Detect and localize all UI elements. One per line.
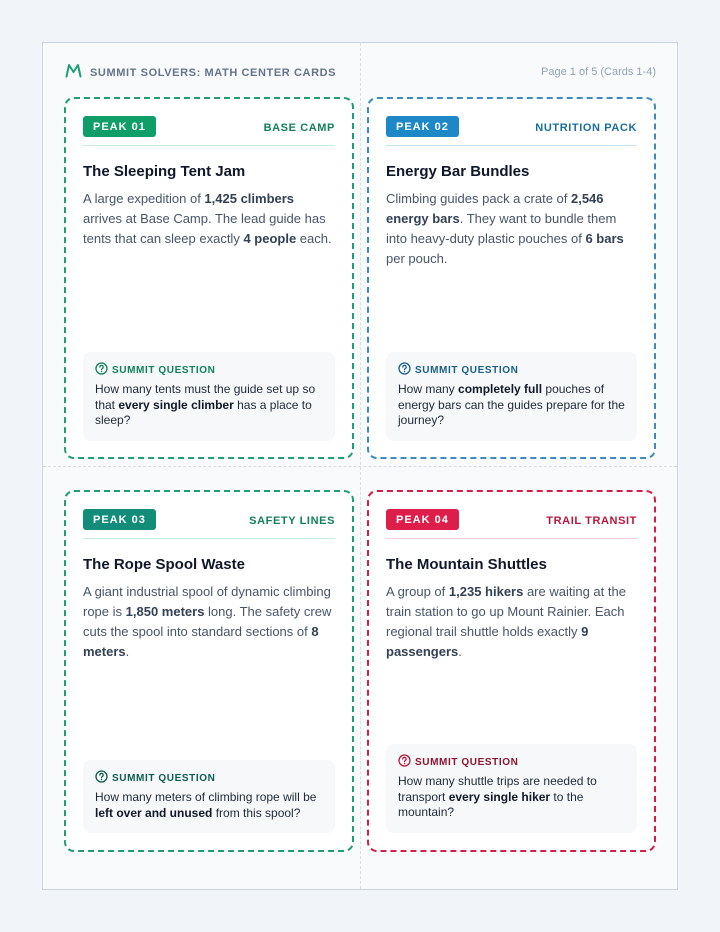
card-category-tag: BASE CAMP: [263, 122, 335, 134]
card-body: A giant industrial spool of dynamic climbing rope is 1,850 meters long. The safety crew cuts the spool into standard sections of 8 meters.: [83, 584, 332, 659]
peak-badge: PEAK 01: [83, 116, 156, 137]
card-divider: [83, 145, 335, 146]
summit-question-box: [386, 352, 637, 441]
question-label: SUMMIT QUESTION: [415, 364, 519, 376]
card-category-tag: TRAIL TRANSIT: [546, 515, 637, 527]
question-label: SUMMIT QUESTION: [415, 756, 519, 768]
card-body: A large expedition of 1,425 climbers arrives at Base Camp. The lead guide has tents that can sleep exactly 4 people each.: [83, 191, 332, 246]
summit-question-box: [83, 760, 335, 833]
question-text: How many tents must the guide set up so that every single climber has a place to sleep?: [95, 382, 316, 427]
peak-badge: PEAK 04: [386, 509, 459, 530]
page-info: Page 1 of 5 (Cards 1-4): [541, 66, 656, 78]
summit-question-box: [83, 352, 335, 441]
card-category-tag: NUTRITION PACK: [535, 122, 637, 134]
cut-line-horizontal: [43, 466, 677, 467]
card-title: The Mountain Shuttles: [386, 556, 547, 573]
page-title: SUMMIT SOLVERS: MATH CENTER CARDS: [90, 67, 337, 79]
question-label: SUMMIT QUESTION: [112, 772, 216, 784]
question-circle-icon: [398, 362, 411, 378]
card-divider: [386, 538, 637, 539]
card-divider: [83, 538, 335, 539]
problem-card-1: [64, 97, 354, 459]
question-circle-icon: [95, 770, 108, 786]
card-category-tag: SAFETY LINES: [249, 515, 335, 527]
problem-card-3: [64, 490, 354, 852]
question-circle-icon: [398, 754, 411, 770]
card-divider: [386, 145, 637, 146]
card-title: The Rope Spool Waste: [83, 556, 245, 573]
card-body: A group of 1,235 hikers are waiting at the train station to go up Mount Rainier. Each regional trail shuttle holds exactly 9 passengers.: [386, 584, 626, 659]
peak-badge: PEAK 02: [386, 116, 459, 137]
page-header: [65, 64, 336, 82]
question-text: How many shuttle trips are needed to transport every single hiker to the mountain?: [398, 774, 597, 819]
question-label: SUMMIT QUESTION: [112, 364, 216, 376]
problem-card-2: [367, 97, 656, 459]
card-title: Energy Bar Bundles: [386, 163, 530, 180]
question-text: How many completely full pouches of energy bars can the guides prepare for the journey?: [398, 382, 625, 427]
question-text: How many meters of climbing rope will be left over and unused from this spool?: [95, 790, 317, 820]
mountain-icon: [65, 63, 82, 83]
summit-question-box: [386, 744, 637, 833]
card-title: The Sleeping Tent Jam: [83, 163, 246, 180]
card-body: Climbing guides pack a crate of 2,546 energy bars. They want to bundle them into heavy-duty plastic pouches of 6 bars per pouch.: [386, 191, 624, 266]
problem-card-4: [367, 490, 656, 852]
question-circle-icon: [95, 362, 108, 378]
peak-badge: PEAK 03: [83, 509, 156, 530]
